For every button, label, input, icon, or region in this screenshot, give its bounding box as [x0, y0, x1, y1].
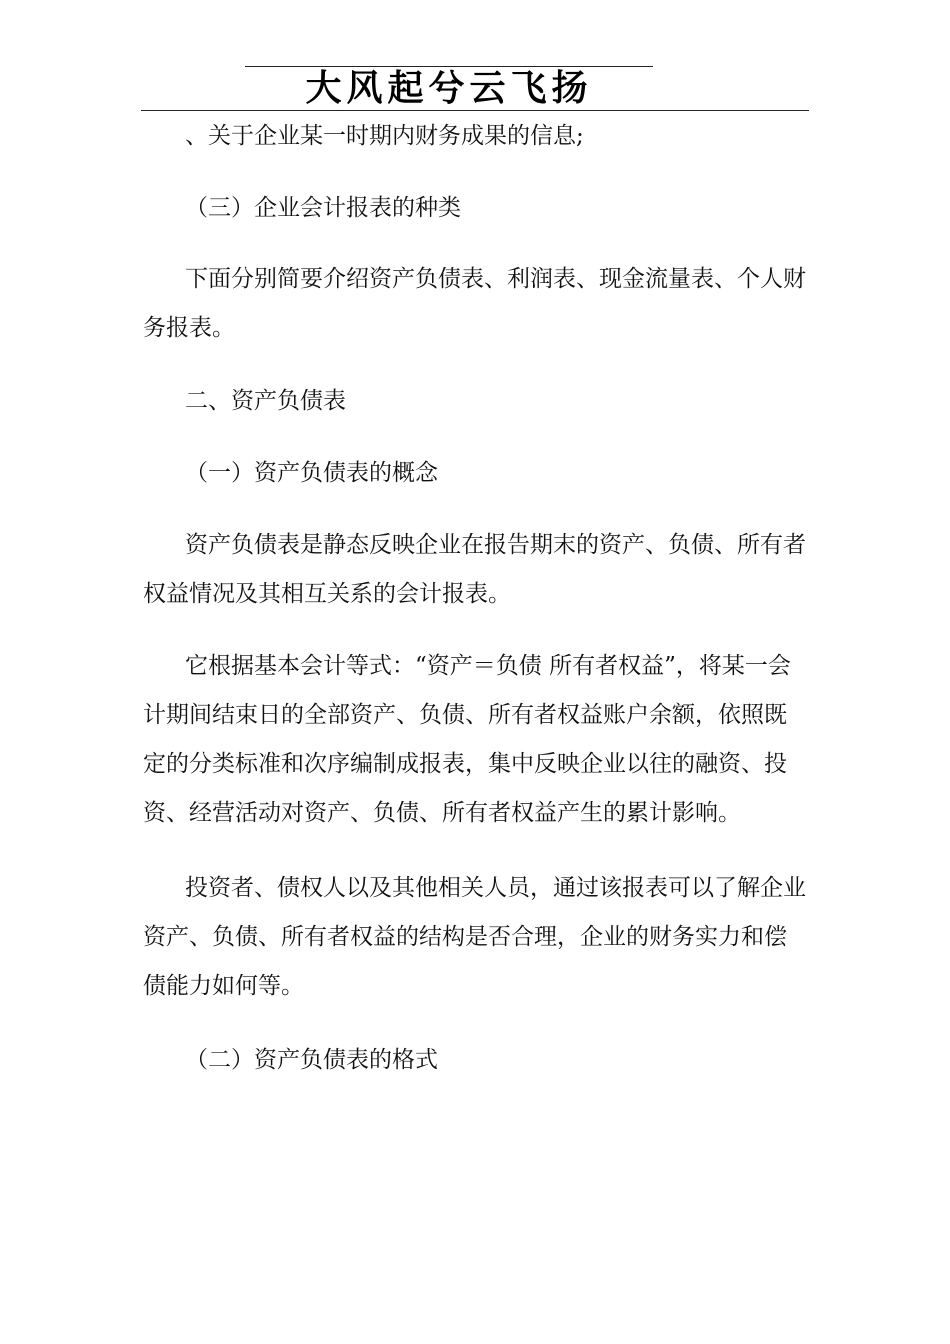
paragraph-8: 投资者、债权人以及其他相关人员，通过该报表可以了解企业资产、负债、所有者权益的结构是否合理，企业的财务实力和偿债能力如何等。: [143, 875, 806, 999]
header-rule-bottom: [141, 110, 809, 111]
paragraph-5: （一）资产负债表的概念: [185, 460, 438, 486]
paragraph-3: 下面分别简要介绍资产负债表、利润表、现金流量表、个人财务报表。: [143, 266, 806, 341]
paragraph-9: （二）资产负债表的格式: [185, 1047, 438, 1073]
paragraph-6: 资产负债表是静态反映企业在报告期末的资产、负债、所有者权益情况及其相互关系的会计报表。: [143, 532, 806, 607]
paragraph-7: 它根据基本会计等式：“资产＝负债 所有者权益”，将某一会计期间结束日的全部资产、负债、所有者权益账户余额，依照既定的分类标准和次序编制成报表，集中反映企业以往的融资、投资、经营活动对资产、负债、所有者权益产生的累计影响。: [143, 653, 791, 826]
header-title: 大风起兮云飞扬: [305, 67, 593, 109]
paragraph-4: 二、资产负债表: [185, 388, 346, 414]
paragraph-2: （三）企业会计报表的种类: [185, 195, 461, 221]
paragraph-1: 、关于企业某一时期内财务成果的信息;: [185, 123, 584, 149]
